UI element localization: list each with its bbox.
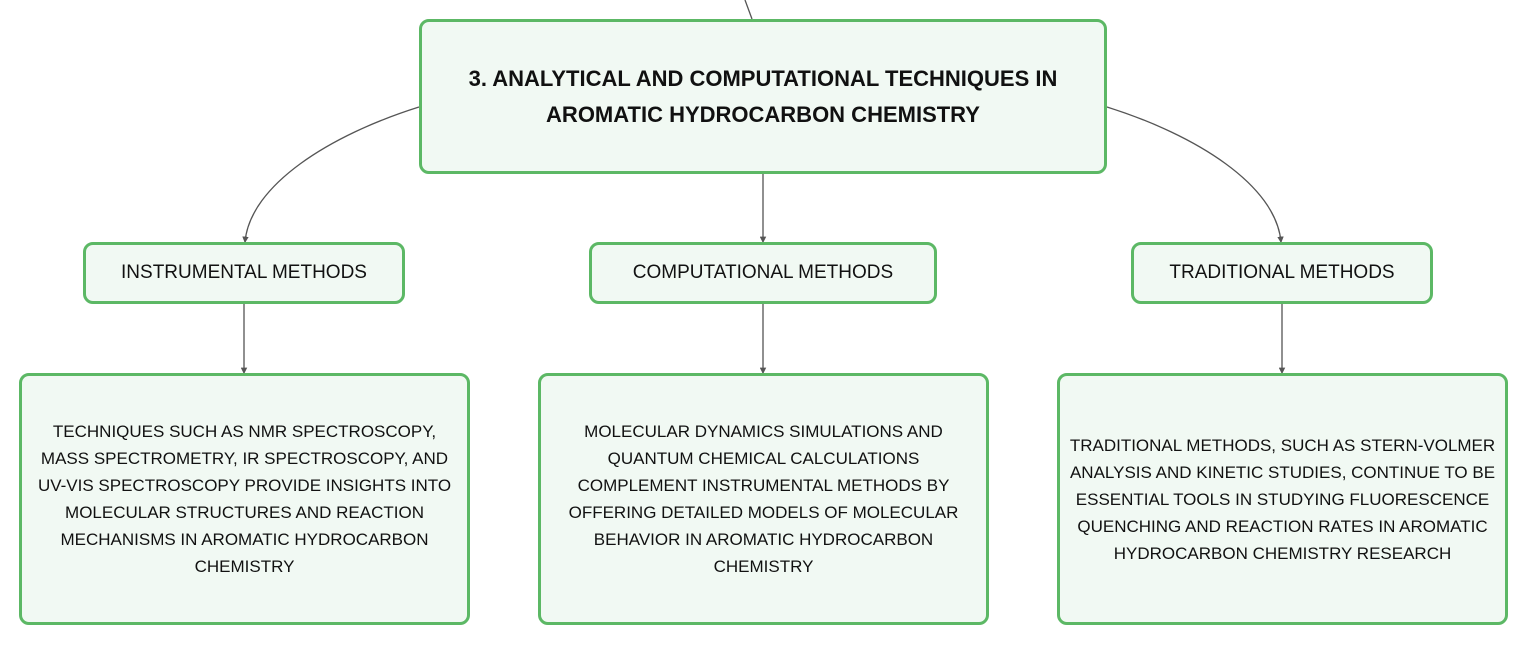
connector-root-traditional <box>1107 107 1281 242</box>
root-topic-node[interactable] <box>419 19 1107 174</box>
branch-node-computational-methods[interactable] <box>589 242 937 304</box>
detail-node-instrumental-methods[interactable] <box>19 373 470 625</box>
branch-node-traditional-methods[interactable] <box>1131 242 1433 304</box>
branch-label: COMPUTATIONAL METHODS <box>632 262 894 283</box>
branch-label: TRADITIONAL METHODS <box>1169 262 1395 283</box>
connector-root-instrumental <box>245 107 419 242</box>
parent-connector <box>745 0 752 19</box>
detail-text: TRADITIONAL METHODS, SUCH AS STERN-VOLMER ANALYSIS AND KINETIC STUDIES, CONTINUE TO BE ESSENTIAL TOOLS IN STUDYING FLUORESCENCE QUENCHING AND REACTION RATES IN AROMATIC HYDROCARBON CHEMISTRY RESEARCH <box>1069 435 1496 563</box>
detail-text: MOLECULAR DYNAMICS SIMULATIONS AND QUANTUM CHEMICAL CALCULATIONS COMPLEMENT INSTRUMENTAL METHODS BY OFFERING DETAILED MODELS OF MOLECULAR BEHAVIOR IN AROMATIC HYDROCARBON CHEMISTRY <box>568 422 959 576</box>
detail-node-computational-methods[interactable] <box>538 373 989 625</box>
root-topic-label: 3. ANALYTICAL AND COMPUTATIONAL TECHNIQUES IN AROMATIC HYDROCARBON CHEMISTRY <box>468 65 1058 127</box>
detail-text: TECHNIQUES SUCH AS NMR SPECTROSCOPY, MASS SPECTROMETRY, IR SPECTROSCOPY, AND UV-VIS SPECTROSCOPY PROVIDE INSIGHTS INTO MOLECULAR STRUCTURES AND REACTION MECHANISMS IN AROMATIC HYDROCARBON CHEMISTRY <box>37 422 452 576</box>
branch-label: INSTRUMENTAL METHODS <box>121 262 367 283</box>
branch-node-instrumental-methods[interactable] <box>83 242 405 304</box>
detail-node-traditional-methods[interactable] <box>1057 373 1508 625</box>
